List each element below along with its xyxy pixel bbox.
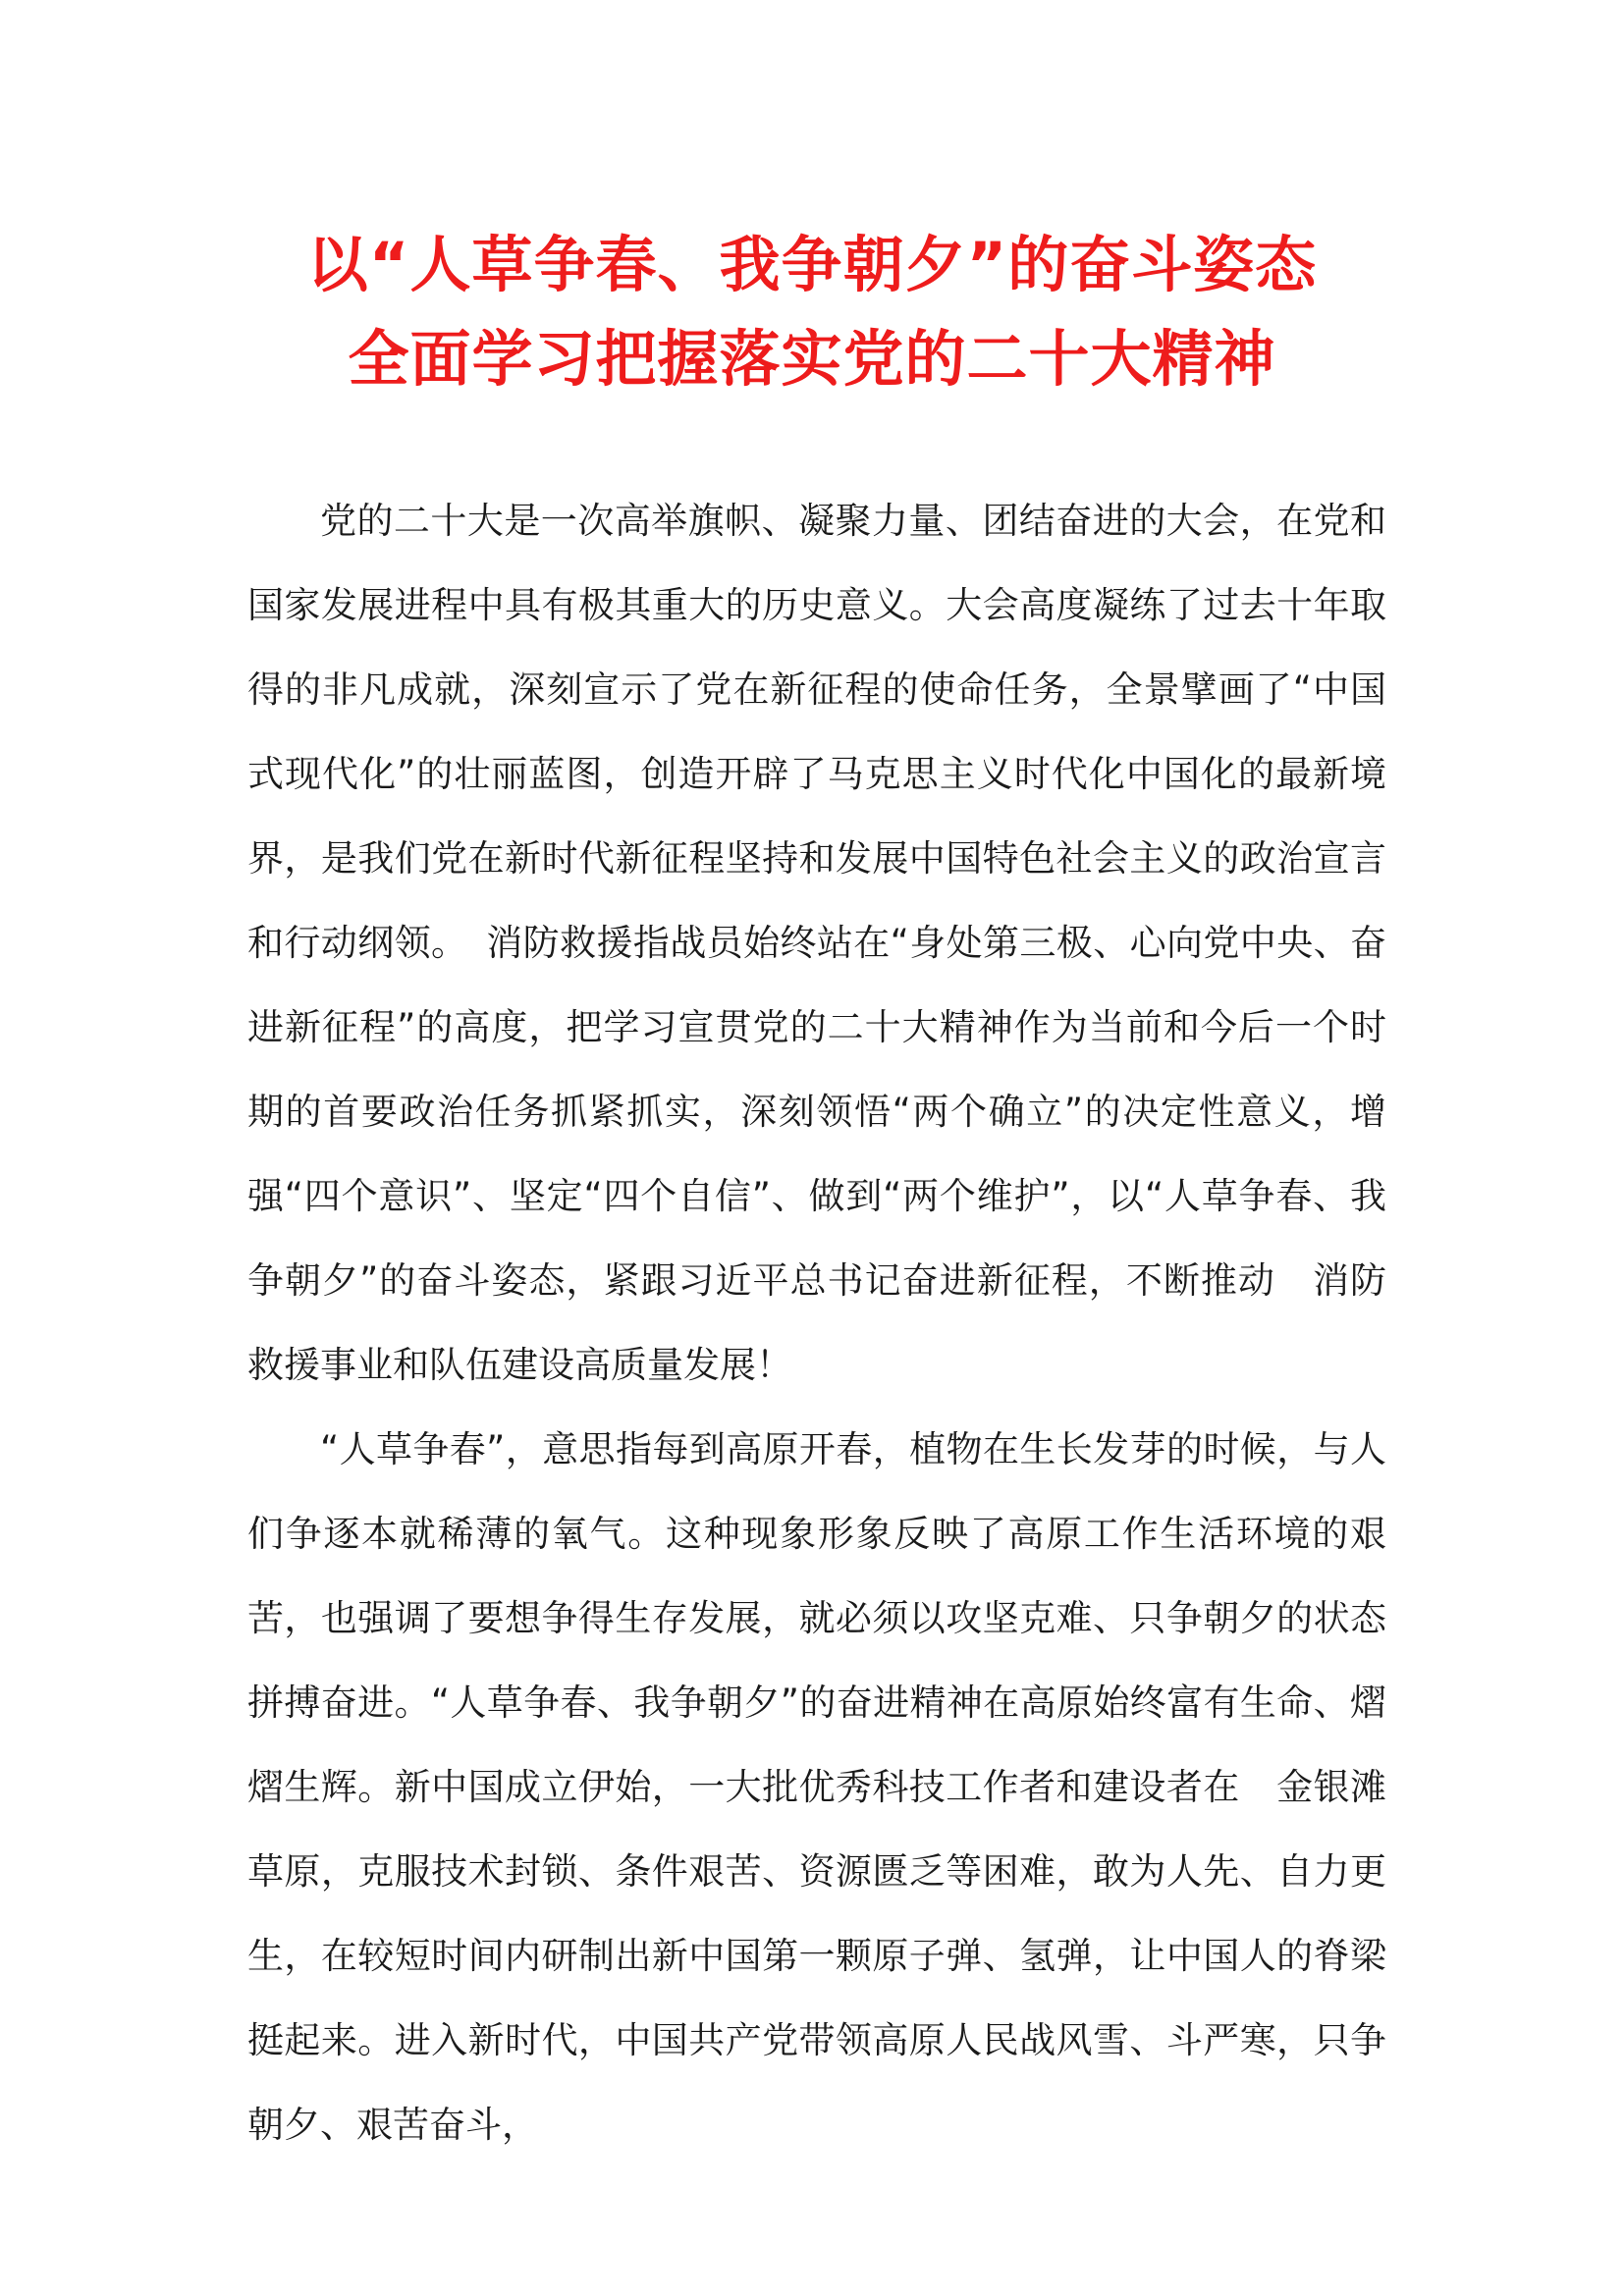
document-body [247, 479, 1386, 2167]
document-title [196, 218, 1428, 406]
title-line-1: 以“人草争春、我争朝夕”的奋斗姿态 [306, 229, 1318, 300]
title-line-2: 全面学习把握落实党的二十大精神 [348, 323, 1276, 395]
paragraph-2: “人草争春”，意思指每到高原开春，植物在生长发芽的时候，与人们争逐本就稀薄的氧气。这种现象形象反映了高原工作生活环境的艰苦，也强调了要想争得生存发展，就必须以攻坚克难、只争朝夕的状态拼搏奋进。“人草争春、我争朝夕”的奋进精神在高原始终富有生命、熠熠生辉。新中国成立伊始，一大批优秀科技工作者和建设者在 金银滩草原，克服技术封锁、条件艰苦、资源匮乏等困难，敢为人先、自力更生，在较短时间内研制出新中国第一颗原子弹、氢弹，让中国人的脊梁挺起来。进入新时代，中国共产党带领高原人民战风雪、斗严寒，只争朝夕、艰苦奋斗， [247, 1428, 1386, 2146]
paragraph-1: 党的二十大是一次高举旗帜、凝聚力量、团结奋进的大会，在党和国家发展进程中具有极其重大的历史意义。大会高度凝练了过去十年取得的非凡成就，深刻宣示了党在新征程的使命任务，全景擘画了“中国式现代化”的壮丽蓝图，创造开辟了马克思主义时代化中国化的最新境界，是我们党在新时代新征程坚持和发展中国特色社会主义的政治宣言和行动纲领。 消防救援指战员始终站在“身处第三极、心向党中央、奋进新征程”的高度，把学习宣贯党的二十大精神作为当前和今后一个时期的首要政治任务抓紧抓实，深刻领悟“两个确立”的决定性意义，增强“四个意识”、坚定“四个自信”、做到“两个维护”，以“人草争春、我争朝夕”的奋斗姿态，紧跟习近平总书记奋进新征程，不断推动 消防救援事业和队伍建设高质量发展！ [247, 500, 1386, 1386]
